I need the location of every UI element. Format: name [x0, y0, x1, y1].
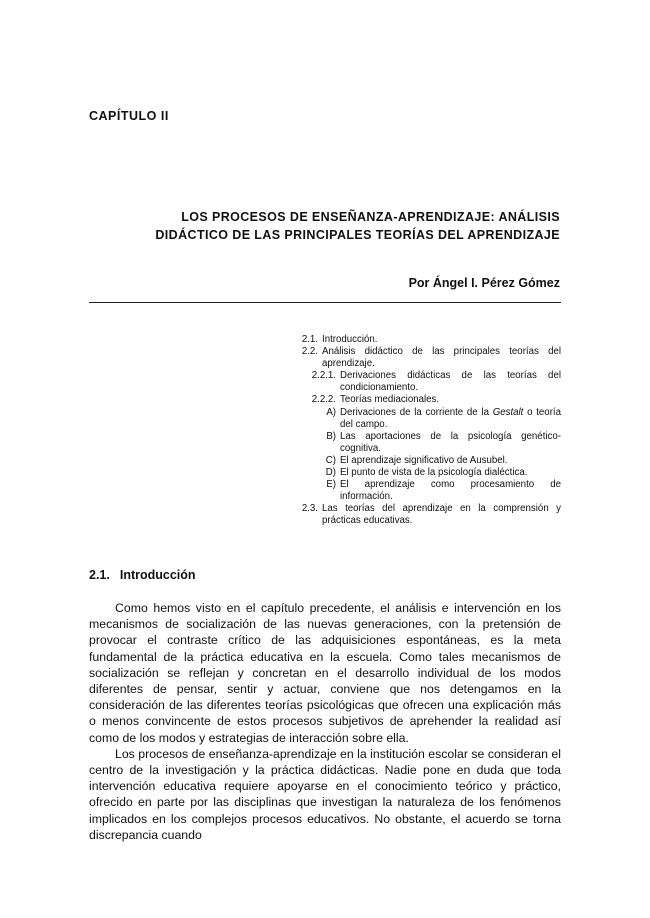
chapter-title: [140, 208, 560, 244]
horizontal-rule: [89, 302, 561, 303]
toc-number: 2.2.1.: [311, 370, 336, 382]
toc-number: A): [326, 406, 336, 418]
toc-item: [296, 370, 561, 394]
section-heading: [89, 568, 196, 582]
paragraph: Los procesos de enseñanza-aprendizaje en la institución escolar se consideran el centro de la investigación y la práctica didácticas. Nadie pone en duda que toda intervención educativa requiere apoyarse en el conocimiento teórico y práctico, ofrecido en parte por las disciplinas que investigan la naturaleza de los fenómenos implicados en los complejos procesos educativos. No obstante, el acuerdo se torna discrepancia cuando: [89, 746, 561, 842]
author-line: Por Ángel I. Pérez Gómez: [408, 276, 560, 290]
table-of-contents: [296, 334, 561, 528]
toc-number: C): [325, 454, 336, 466]
toc-item: [296, 467, 561, 479]
toc-number: 2.3.: [301, 503, 318, 515]
section-number: 2.1.: [89, 568, 110, 582]
toc-text: Las teorías del aprendizaje en la comprensión y prácticas educativas.: [322, 503, 561, 527]
toc-number: 2.2.: [301, 346, 318, 358]
toc-item: [296, 407, 561, 431]
toc-number: 2.2.2.: [311, 394, 336, 406]
toc-number: D): [325, 467, 336, 479]
chapter-label: CAPÍTULO II: [89, 109, 169, 123]
toc-text: El aprendizaje como procesamiento de información.: [340, 479, 561, 503]
body-text: [89, 600, 561, 843]
toc-text-italic: Gestalt: [492, 406, 524, 418]
toc-text: [340, 407, 561, 431]
toc-text-part: Derivaciones de la corriente de la: [340, 406, 493, 418]
toc-text: Derivaciones didácticas de las teorías del condicionamiento.: [340, 370, 561, 394]
toc-text: El aprendizaje significativo de Ausubel.: [340, 454, 508, 466]
section-title: Introducción: [119, 568, 196, 582]
toc-item: [296, 455, 561, 467]
toc-number: B): [326, 430, 336, 442]
toc-text: Las aportaciones de la psicología genético-cognitiva.: [340, 430, 561, 454]
toc-text-part: o teoría del campo.: [340, 406, 562, 430]
chapter-title-line-1: LOS PROCESOS DE ENSEÑANZA-APRENDIZAJE: ANÁLISIS: [181, 210, 560, 224]
toc-text: El punto de vista de la psicología dialéctica.: [340, 467, 528, 479]
toc-number: 2.1.: [301, 334, 318, 345]
toc-text: Análisis didáctico de las principales teorías del aprendizaje.: [322, 346, 561, 370]
paragraph: Como hemos visto en el capítulo precedente, el análisis e intervención en los mecanismos de socialización de las nuevas generaciones, con la pretensión de provocar el contraste crítico de las adquisiciones espontáneas, es la meta fundamental de la práctica educativa en la escuela. Como tales mecanismos de socialización se reflejan y concretan en el desarrollo individual de los modos diferentes de pensar, sentir y actuar, conviene que nos detengamos en la consideración de las diferentes teorías psicológicas que ofrecen una explicación más o menos convincente de estos procesos subjetivos de aprehender la realidad así como de los modos y estrategias de interacción sobre ella.: [89, 601, 561, 745]
toc-text: Teorías mediacionales.: [340, 394, 440, 406]
toc-item: [296, 334, 561, 346]
toc-item: [296, 479, 561, 503]
toc-number: E): [326, 479, 336, 491]
toc-item: [296, 503, 561, 527]
toc-text: Introducción.: [322, 334, 378, 345]
chapter-title-line-2: DIDÁCTICO DE LAS PRINCIPALES TEORÍAS DEL APRENDIZAJE: [155, 228, 560, 242]
toc-item: [296, 394, 561, 406]
toc-item: [296, 431, 561, 455]
toc-item: [296, 346, 561, 370]
